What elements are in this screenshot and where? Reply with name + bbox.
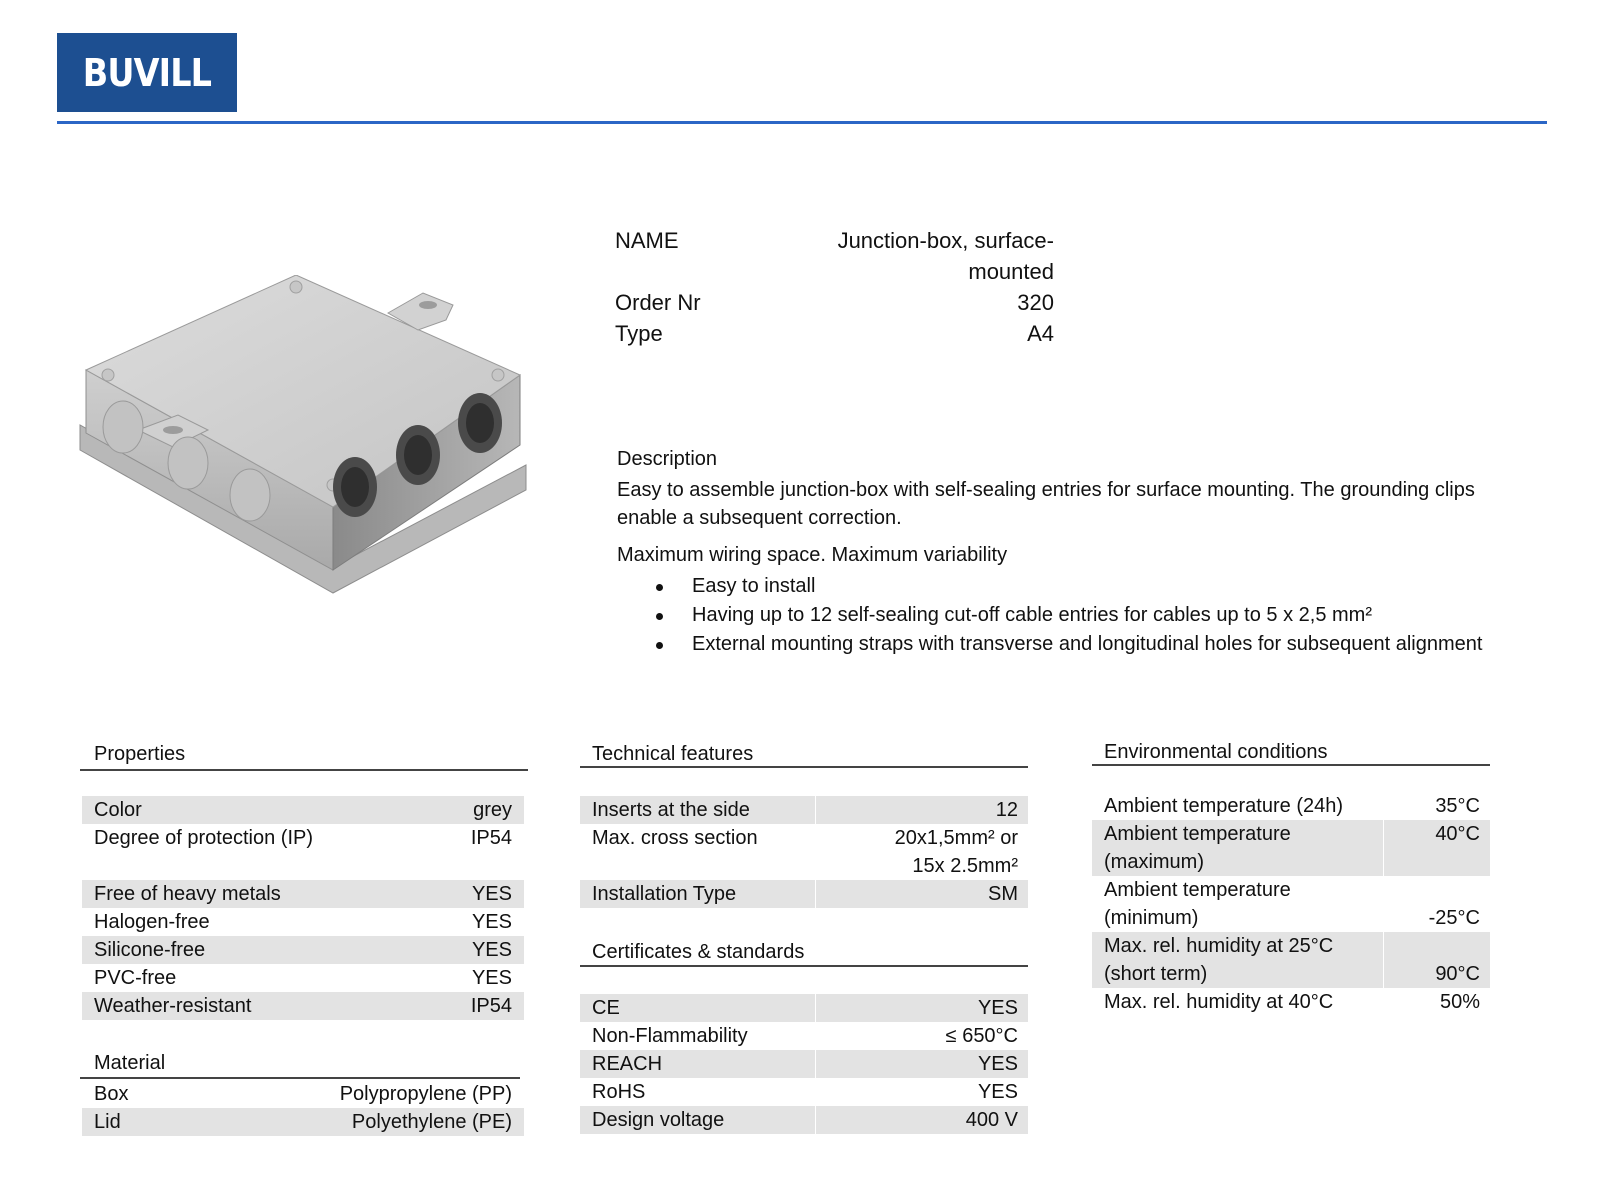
certificates-divider — [580, 965, 1028, 967]
table-row — [82, 824, 524, 880]
description-subtitle: Maximum wiring space. Maximum variability — [617, 544, 1008, 566]
table-row — [82, 1080, 524, 1108]
table-row — [82, 1108, 524, 1136]
condition-value: 90°C — [1435, 963, 1480, 985]
property-label: Halogen-free — [94, 911, 210, 933]
condition-value: 35°C — [1435, 795, 1480, 817]
condition-value: 40°C — [1435, 823, 1480, 845]
order-number-value: 320 — [1017, 290, 1054, 315]
property-value: grey — [473, 799, 512, 821]
properties-divider — [80, 769, 528, 771]
property-label: Free of heavy metals — [94, 883, 281, 905]
table-row — [580, 1078, 1028, 1106]
type-label: Type — [615, 321, 663, 346]
feature-label: Installation Type — [592, 883, 737, 905]
feature-item: External mounting straps with transverse and longitudinal holes for subsequent alignment — [650, 630, 1482, 659]
table-row — [82, 936, 524, 964]
table-row — [580, 880, 1028, 908]
feature-value: SM — [988, 883, 1018, 905]
material-value: Polyethylene (PE) — [351, 1111, 512, 1133]
table-row — [1092, 876, 1490, 932]
property-label: Weather-resistant — [94, 995, 252, 1017]
property-value: YES — [471, 911, 512, 933]
certificate-label: CE — [592, 997, 620, 1019]
table-row — [1092, 820, 1490, 876]
property-value: YES — [471, 939, 512, 961]
property-value: YES — [471, 967, 512, 989]
table-row — [580, 1050, 1028, 1078]
material-label: Lid — [94, 1111, 121, 1133]
feature-item: Having up to 12 self-sealing cut-off cable entries for cables up to 5 x 2,5 mm² — [650, 601, 1482, 630]
certificate-label: Design voltage — [592, 1109, 725, 1131]
technical-features-title: Technical features — [592, 743, 754, 765]
property-value: IP54 — [470, 995, 512, 1017]
certificate-value: YES — [977, 997, 1018, 1019]
condition-value: -25°C — [1428, 907, 1480, 929]
table-row — [580, 1106, 1028, 1134]
certificate-label: RoHS — [592, 1081, 646, 1103]
feature-label: Inserts at the side — [592, 799, 750, 821]
property-label: Color — [94, 799, 142, 821]
name-value-line1: Junction-box, surface- — [837, 228, 1054, 253]
property-label: Silicone-free — [94, 939, 206, 961]
condition-value: 50% — [1439, 991, 1480, 1013]
table-row — [82, 880, 524, 908]
header-divider — [57, 121, 1547, 124]
certificate-value: ≤ 650°C — [945, 1025, 1018, 1047]
feature-value: 12 — [995, 799, 1018, 821]
name-label: NAME — [615, 228, 679, 253]
order-number-label: Order Nr — [615, 290, 701, 315]
certificate-value: YES — [977, 1081, 1018, 1103]
name-value-line2: mounted — [968, 259, 1054, 284]
environmental-title: Environmental conditions — [1104, 741, 1328, 763]
company-logo — [57, 33, 237, 112]
material-value: Polypropylene (PP) — [339, 1083, 512, 1105]
description-title: Description — [617, 448, 718, 470]
condition-label: Max. rel. humidity at 40°C — [1104, 991, 1334, 1013]
table-row — [1092, 792, 1490, 820]
table-row — [1092, 988, 1490, 1016]
material-divider — [80, 1077, 520, 1079]
material-label: Box — [94, 1083, 129, 1105]
table-row — [580, 824, 1028, 880]
feature-value: 20x1,5mm² or 15x 2.5mm² — [894, 827, 1018, 877]
table-row — [580, 994, 1028, 1022]
table-row — [82, 992, 524, 1020]
certificates-title: Certificates & standards — [592, 941, 805, 963]
condition-label: Ambient temperature (minimum) — [1104, 879, 1291, 929]
condition-label: Ambient temperature (24h) — [1104, 795, 1344, 817]
table-row — [82, 796, 524, 824]
properties-title: Properties — [94, 743, 186, 765]
condition-label: Max. rel. humidity at 25°C (short term) — [1104, 935, 1334, 985]
property-value: YES — [471, 883, 512, 905]
environmental-divider — [1092, 764, 1490, 766]
table-row — [580, 796, 1028, 824]
table-row — [1092, 932, 1490, 988]
certificate-label: REACH — [592, 1053, 663, 1075]
technical-features-divider — [580, 766, 1028, 768]
certificate-label: Non-Flammability — [592, 1025, 748, 1047]
properties-table — [82, 796, 524, 1020]
feature-label: Max. cross section — [592, 827, 758, 849]
table-row — [82, 964, 524, 992]
certificate-value: 400 V — [965, 1109, 1018, 1131]
technical-features-table — [580, 796, 1028, 908]
environmental-table — [1092, 792, 1490, 1016]
condition-label: Ambient temperature (maximum) — [1104, 823, 1291, 873]
certificate-value: YES — [977, 1053, 1018, 1075]
certificates-table — [580, 994, 1028, 1134]
table-row — [82, 908, 524, 936]
material-table — [82, 1080, 524, 1136]
type-value: A4 — [1027, 321, 1054, 346]
table-row — [580, 1022, 1028, 1050]
material-title: Material — [94, 1052, 166, 1074]
logo-text: BUVILL — [82, 50, 212, 95]
property-label: Degree of protection (IP) — [94, 827, 313, 849]
feature-item: Easy to install — [650, 572, 1482, 601]
product-image — [78, 275, 540, 610]
property-value: IP54 — [470, 827, 512, 849]
property-label: PVC-free — [94, 967, 177, 989]
description-text: Easy to assemble junction-box with self-sealing entries for surface mounting. The grounding clips enable a subsequent correction. — [617, 479, 1475, 529]
feature-list — [650, 572, 1482, 659]
